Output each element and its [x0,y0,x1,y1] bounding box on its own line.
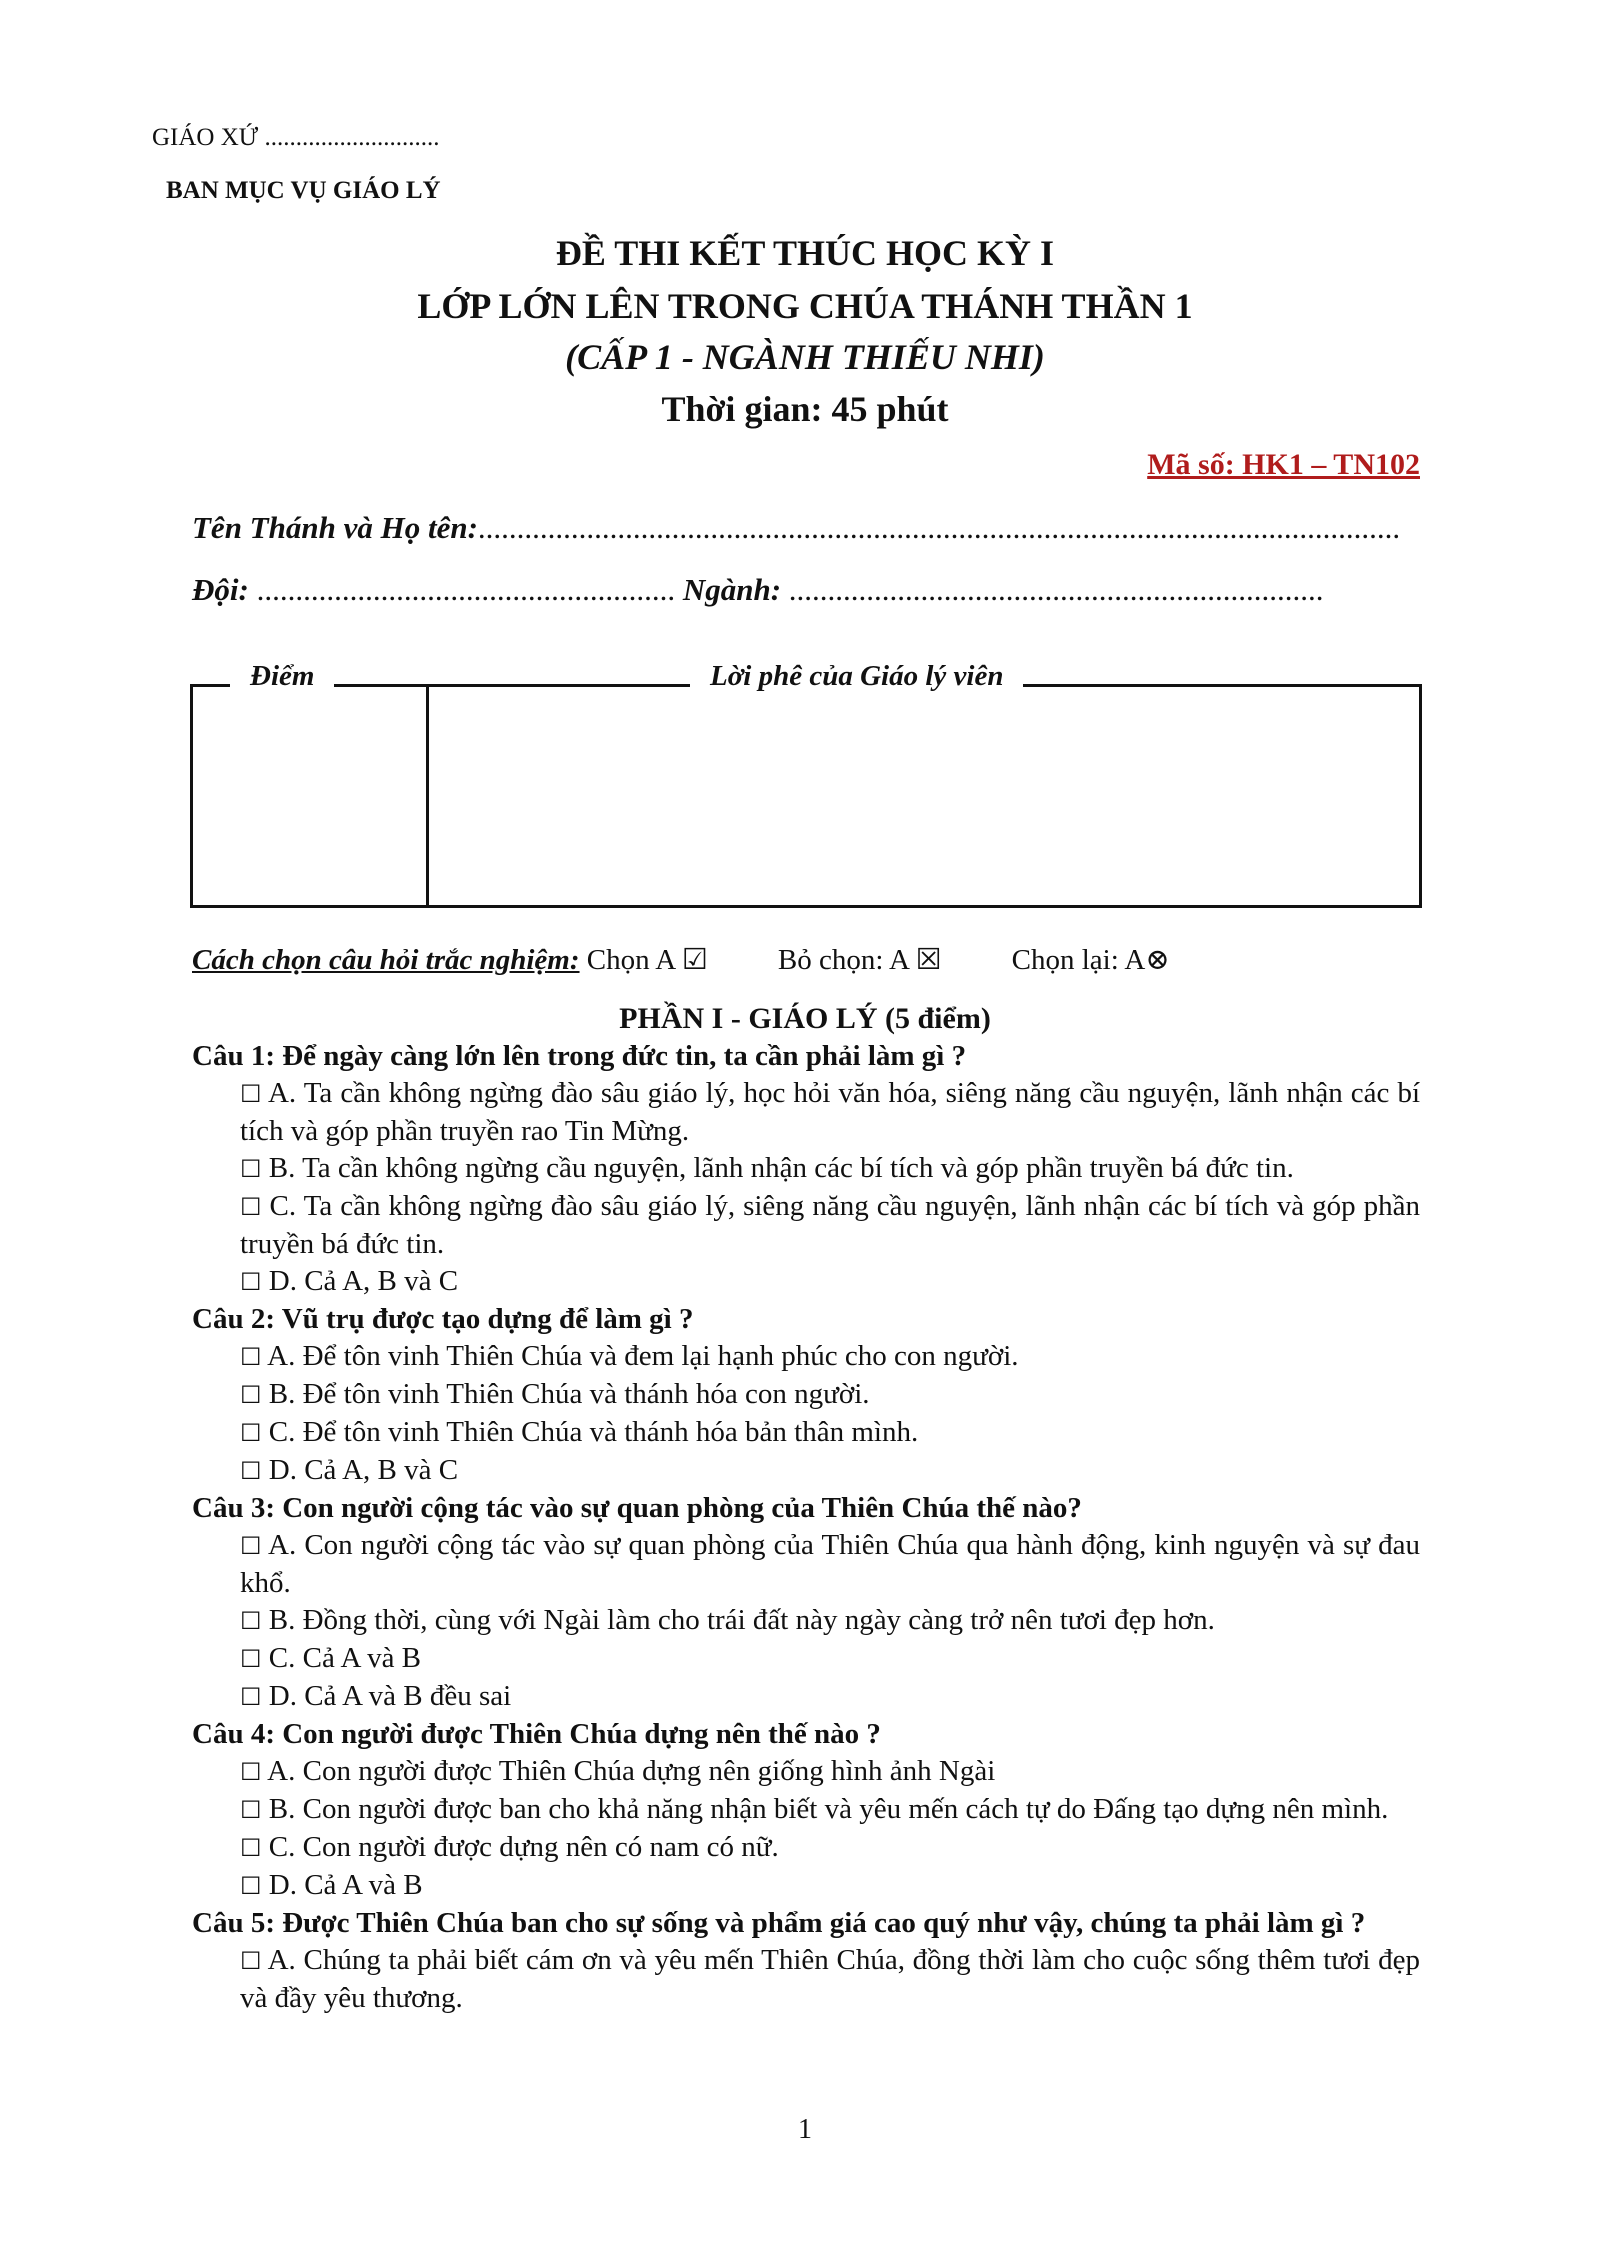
checkbox-icon[interactable]: ☐ [240,1758,262,1786]
answer-option [192,1414,1420,1452]
question-block [192,1716,1420,1905]
question-block [192,1038,1420,1301]
answer-option-text: C. Con người được dựng nên có nam có nữ. [261,1831,779,1863]
team-field-row [192,572,1324,608]
checkbox-icon[interactable]: ☐ [240,1457,262,1485]
question-text: Câu 3: Con người cộng tác vào sự quan phòng của Thiên Chúa thế nào? [192,1492,1082,1524]
class-title: LỚP LỚN LÊN TRONG CHÚA THÁNH THẦN 1 [417,286,1193,326]
name-label: Tên Thánh và Họ tên: [192,510,478,545]
checkbox-icon[interactable]: ☐ [240,1381,262,1409]
question-block [192,1905,1420,2017]
answer-option-text: A. Con người được Thiên Chúa dựng nên giống hình ảnh Ngài [261,1755,996,1787]
checkbox-icon[interactable]: ☐ [240,1947,262,1975]
instructions-label: Cách chọn câu hỏi trắc nghiệm: [192,944,580,976]
checkbox-icon[interactable]: ☐ [240,1645,262,1673]
question-text: Câu 4: Con người được Thiên Chúa dựng nên thế nào ? [192,1718,881,1750]
checkbox-icon[interactable]: ☐ [240,1834,262,1862]
answer-option [192,1338,1420,1376]
answer-option [192,1150,1420,1188]
grade-box-frame [190,684,1422,908]
answer-option-text: B. Đồng thời, cùng với Ngài làm cho trái đất này ngày càng trở nên tươi đẹp hơn. [261,1604,1215,1636]
answer-option [192,1376,1420,1414]
level-title: (CẤP 1 - NGÀNH THIẾU NHI) [565,337,1045,377]
parish-header: GIÁO XỨ ............................ [152,124,440,151]
branch-label: Ngành: [682,572,782,607]
answer-option-text: A. Để tôn vinh Thiên Chúa và đem lại hạnh phúc cho con người. [261,1340,1019,1372]
answer-option [192,1452,1420,1490]
checkbox-icon[interactable]: ☐ [240,1872,262,1900]
checkbox-icon[interactable]: ☐ [240,1268,262,1296]
checkbox-icon[interactable]: ☐ [240,1155,262,1183]
name-blank: ....................................................................................................................... [477,510,1401,545]
answer-option [192,1602,1420,1640]
instruction-rechoose: Chọn lại: A⊗ [1011,944,1170,976]
answer-option-text: D. Cả A, B và C [261,1454,459,1486]
question-list [192,1038,1420,2017]
grade-box-divider [426,684,429,908]
answer-option [192,1263,1420,1301]
answer-option-text: C. Để tôn vinh Thiên Chúa và thánh hóa bản thân mình. [261,1416,919,1448]
team-label: Đội: [192,572,249,607]
duration-title: Thời gian: 45 phút [661,389,949,429]
answer-instructions [192,942,1170,977]
checkbox-icon[interactable]: ☐ [240,1193,262,1221]
checkbox-icon[interactable]: ☐ [240,1796,262,1824]
exam-title: ĐỀ THI KẾT THÚC HỌC KỲ I [555,233,1055,273]
answer-option-text: C. Ta cần không ngừng đào sâu giáo lý, siêng năng cầu nguyện, lãnh nhận các bí tích và góp phần truyền bá đức tin. [240,1190,1420,1260]
answer-option-text: C. Cả A và B [261,1642,422,1674]
question-block [192,1490,1420,1716]
answer-option-text: A. Chúng ta phải biết cám ơn và yêu mến Thiên Chúa, đồng thời làm cho cuộc sống thêm tươi đẹp và đầy yêu thương. [240,1944,1420,2014]
answer-option-text: D. Cả A, B và C [261,1265,459,1297]
answer-option [192,1867,1420,1905]
checkbox-icon[interactable]: ☐ [240,1080,262,1108]
question-text: Câu 5: Được Thiên Chúa ban cho sự sống và phẩm giá cao quý như vậy, chúng ta phải làm gì ? [192,1907,1366,1939]
answer-option-text: A. Con người cộng tác vào sự quan phòng của Thiên Chúa qua hành động, kinh nguyện và sự đau khổ. [240,1529,1420,1599]
answer-option-text: A. Ta cần không ngừng đào sâu giáo lý, học hỏi văn hóa, siêng năng cầu nguyện, lãnh nhận các bí tích và góp phần truyền rao Tin Mừng. [240,1077,1420,1147]
answer-option-text: D. Cả A và B [261,1869,423,1901]
question-block [192,1301,1420,1490]
answer-option-text: B. Để tôn vinh Thiên Chúa và thánh hóa con người. [261,1378,870,1410]
answer-option-text: D. Cả A và B đều sai [261,1680,512,1712]
answer-option [192,1075,1420,1150]
instruction-unchoose: Bỏ chọn: A ☒ [777,944,942,976]
exam-code: Mã số: HK1 – TN102 [1147,448,1420,481]
answer-option-text: B. Ta cần không ngừng cầu nguyện, lãnh nhận các bí tích và góp phần truyền bá đức tin. [261,1152,1294,1184]
branch-blank: ..................................................................... [788,572,1324,607]
team-blank: ...................................................... [256,572,676,607]
name-field-row [192,510,1400,546]
answer-option [192,1640,1420,1678]
checkbox-icon[interactable]: ☐ [240,1683,262,1711]
question-text: Câu 2: Vũ trụ được tạo dựng để làm gì ? [192,1303,694,1335]
answer-option [192,1753,1420,1791]
section-title: PHẦN I - GIÁO LÝ (5 điểm) [619,1002,991,1035]
answer-option [192,1942,1420,2017]
question-text: Câu 1: Để ngày càng lớn lên trong đức tin, ta cần phải làm gì ? [192,1040,967,1072]
checkbox-icon[interactable]: ☐ [240,1607,262,1635]
page-number: 1 [798,2114,812,2145]
score-label: Điểm [230,660,334,693]
answer-option [192,1527,1420,1602]
answer-option [192,1829,1420,1867]
comment-label: Lời phê của Giáo lý viên [690,660,1023,693]
checkbox-icon[interactable]: ☐ [240,1532,262,1560]
checkbox-icon[interactable]: ☐ [240,1419,262,1447]
answer-option [192,1188,1420,1263]
checkbox-icon[interactable]: ☐ [240,1343,262,1371]
instruction-choose: Chọn A ☑ [586,944,708,976]
answer-option-text: B. Con người được ban cho khả năng nhận biết và yêu mến cách tự do Đấng tạo dựng nên mình. [261,1793,1389,1825]
answer-option [192,1678,1420,1716]
grade-box [190,660,1420,906]
ministry-header: BAN MỤC VỤ GIÁO LÝ [166,177,441,204]
answer-option [192,1791,1420,1829]
